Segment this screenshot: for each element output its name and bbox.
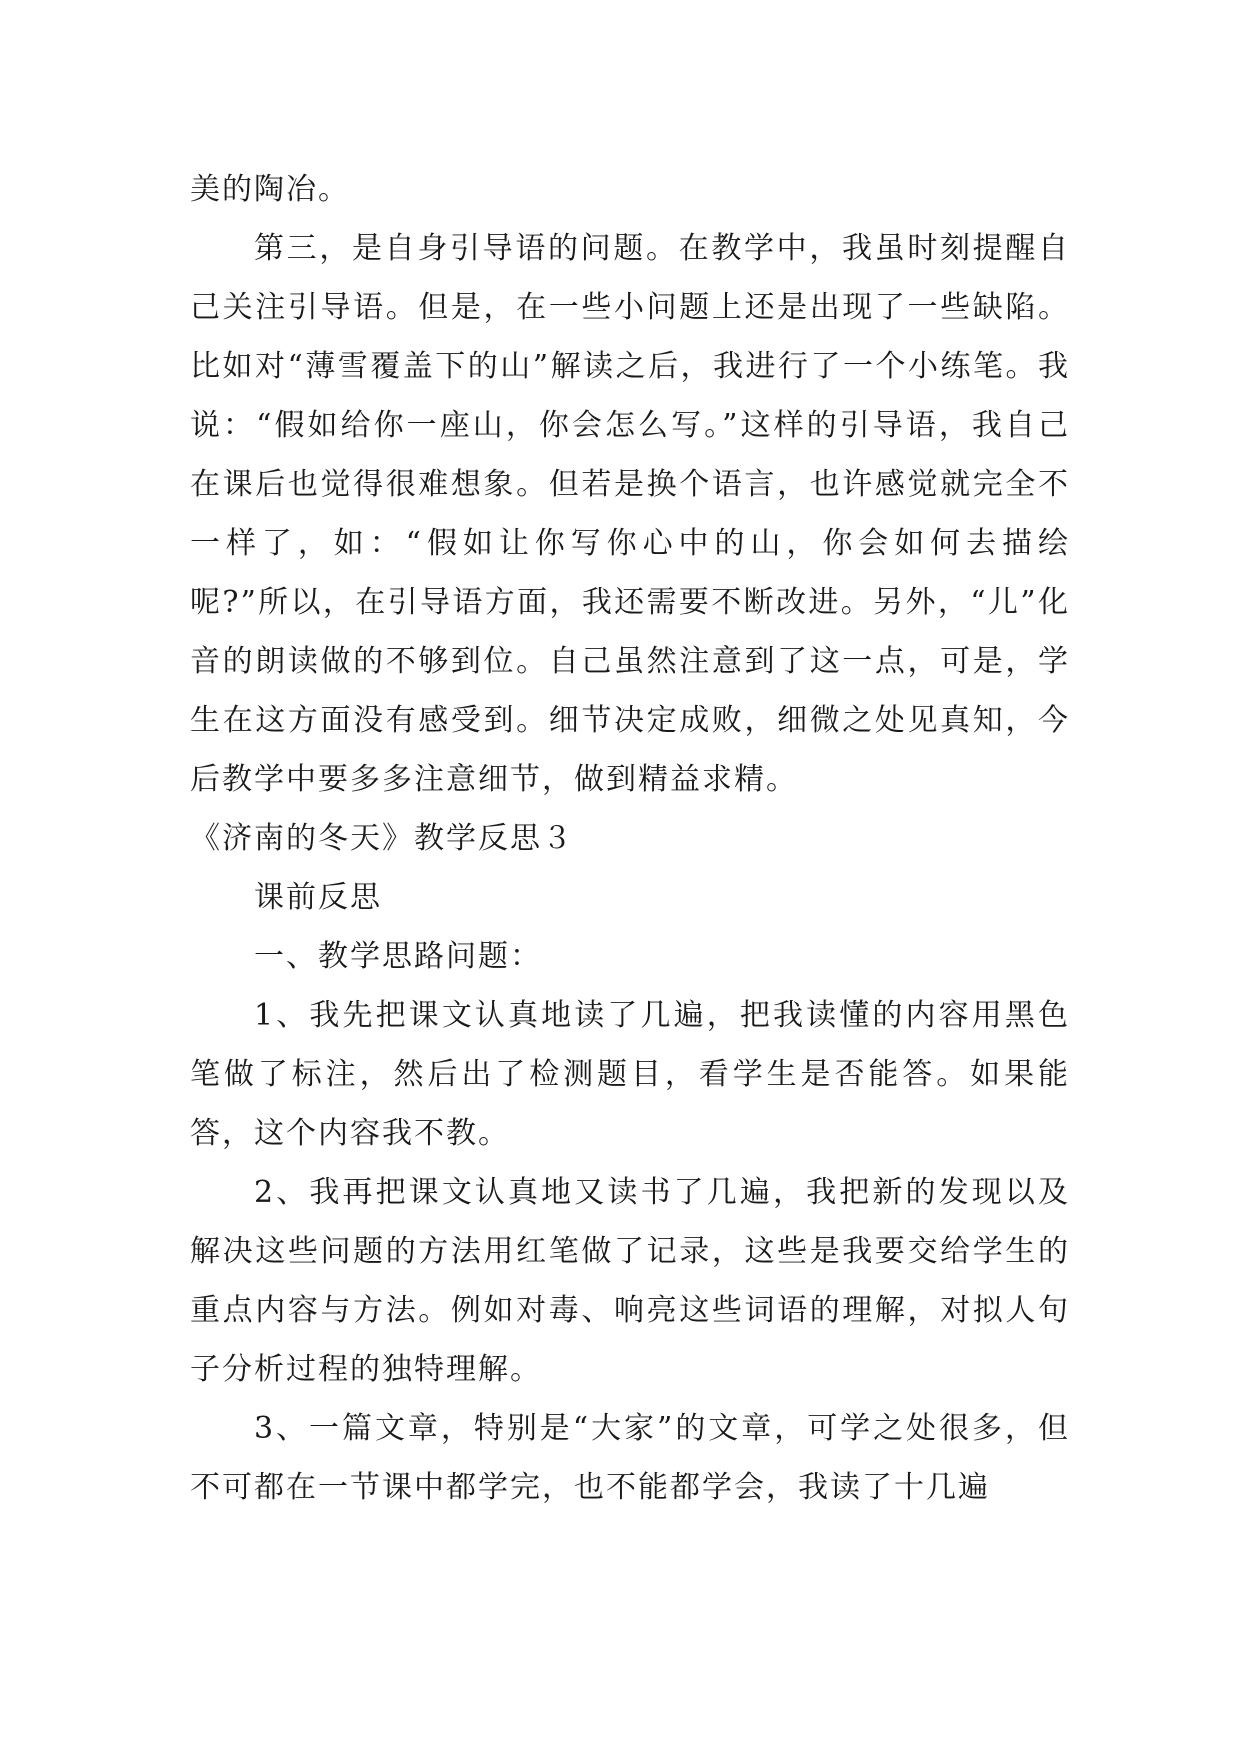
paragraph-continuation: 美的陶冶。 [190,172,350,207]
subheading-teaching-approach: 一、教学思路问题： [254,939,542,974]
subheading-pre-class-reflection: 课前反思 [254,880,382,915]
paragraph-item-2: 2、我再把课文认真地又读书了几遍，我把新的发现以及解决这些问题的方法用红笔做了记录，这些是我要交给学生的重点内容与方法。例如对毒、响亮这些词语的理解，对拟人句子分析过程的独特理解。 [190,1175,1070,1387]
paragraph-item-1: 1、我先把课文认真地读了几遍，把我读懂的内容用黑色笔做了标注，然后出了检测题目，看学生是否能答。如果能答，这个内容我不教。 [190,998,1070,1151]
paragraph-third-point: 第三，是自身引导语的问题。在教学中，我虽时刻提醒自己关注引导语。但是，在一些小问题上还是出现了一些缺陷。比如对“薄雪覆盖下的山”解读之后，我进行了一个小练笔。我说：“假如给你一座山，你会怎么写。”这样的引导语，我自己在课后也觉得很难想象。但若是换个语言，也许感觉就完全不一样了，如：“假如让你写你心中的山，你会如何去描绘呢?”所以，在引导语方面，我还需要不断改进。另外，“儿”化音的朗读做的不够到位。自己虽然注意到了这一点，可是，学生在这方面没有感受到。细节决定成败，细微之处见真知，今后教学中要多多注意细节，做到精益求精。 [190,231,1070,797]
section-title: 《济南的冬天》教学反思３ [190,821,574,856]
paragraph-item-3: 3、一篇文章，特别是“大家”的文章，可学之处很多，但不可都在一节课中都学完，也不能都学会，我读了十几遍 [190,1411,1070,1505]
document-body [190,160,1070,1517]
